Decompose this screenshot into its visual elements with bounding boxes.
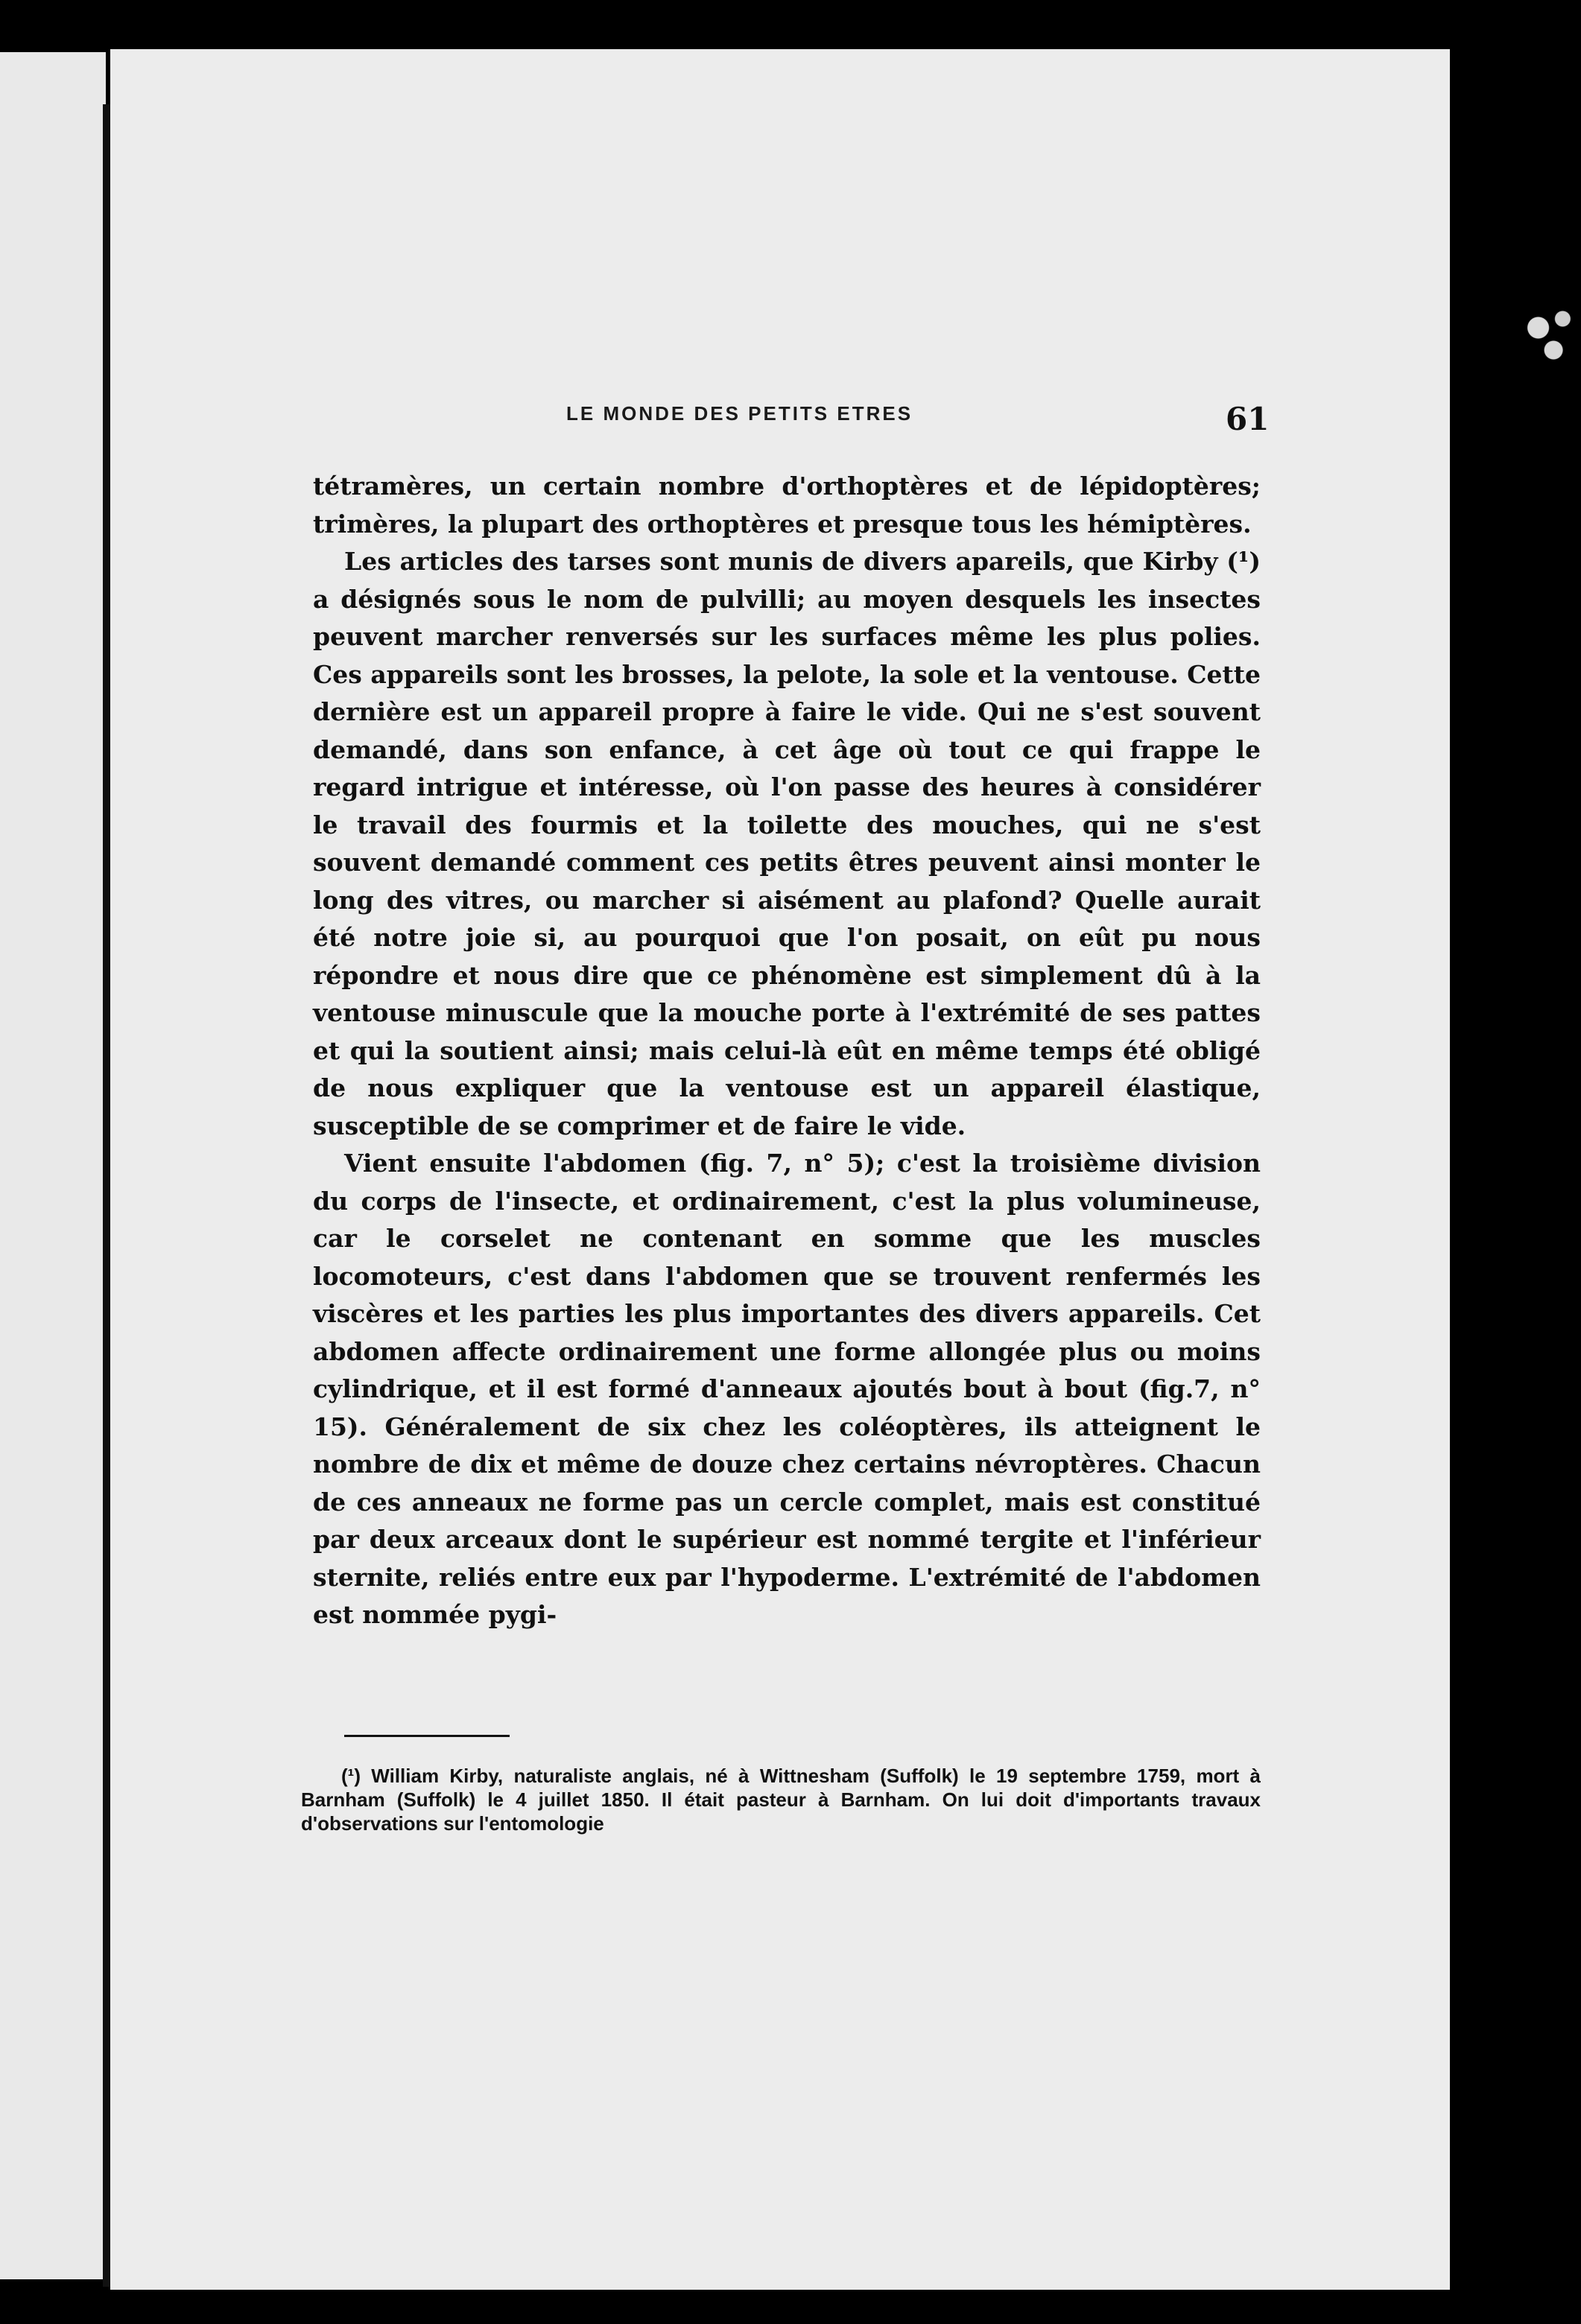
binding-edge [103,104,110,2287]
page-edge-tear [1520,283,1581,372]
page-number: 61 [1226,401,1270,437]
footnote-rule [344,1735,510,1737]
paragraph: Vient ensuite l'abdomen (fig. 7, n° 5); c'est la troisième division du corps de l'insecte, et ordinairement, c'est la plus volumineuse, car le corselet ne contenant en somme que les muscles locomoteurs, c'est dans l'abdomen que se trouvent renfermés les viscères et les parties les plus importantes des divers appareils. Cet abdomen affecte ordinairement une forme allongée plus ou moins cylindrique, et il est formé d'anneaux ajoutés bout à bout (fig.7, n° 15). Généralement de six chez les coléoptères, ils atteignent le nombre de dix et même de douze chez certains névroptères. Chacun de ces anneaux ne forme pas un cercle complet, mais est constitué par deux arceaux dont le supérieur est nommé tergite et l'inférieur sternite, reliés entre eux par l'hypoderme. L'extrémité de l'abdomen est nommée pygi- [313,1149,1261,1629]
paragraph: tétramères, un certain nombre d'orthoptères et de lépidoptères; trimères, la plupart des orthoptères et presque tous les hémiptères. [313,472,1261,539]
running-head: LE MONDE DES PETITS ETRES [566,402,913,425]
paragraph: Les articles des tarses sont munis de divers apareils, que Kirby (¹) a désignés sous le nom de pulvilli; au moyen desquels les insectes peuvent marcher renversés sur les surfaces même les plus polies. Ces appareils sont les brosses, la pelote, la sole et la ventouse. Cette dernière est un appareil propre à faire le vide. Qui ne s'est souvent demandé, dans son enfance, à cet âge où tout ce qui frappe le regard intrigue et intéresse, où l'on passe des heures à considérer le travail des fourmis et la toilette des mouches, qui ne s'est souvent demandé comment ces petits êtres peuvent ainsi monter le long des vitres, ou marcher si aisément au plafond? Quelle aurait été notre joie si, au pourquoi que l'on posait, on eût pu nous répondre et nous dire que ce phénomène est simplement dû à la ventouse minuscule que la mouche porte à l'extrémité de ses pattes et qui la soutient ainsi; mais celui-là eût en même temps été obligé de nous expliquer que la ventouse est un appareil élastique, susceptible de se comprimer et de faire le vide. [313,547,1261,1140]
footnote-text: (¹) William Kirby, naturaliste anglais, né à Wittnesham (Suffolk) le 19 septembre 1759, mort à Barnham (Suffolk) le 4 juillet 1850. Il était pasteur à Barnham. On lui doit d'importants travaux d'observations sur l'entomologie [301,1765,1261,1835]
facing-page-edge [0,52,106,2279]
body-text [313,468,1261,1634]
footnote [301,1764,1261,1835]
